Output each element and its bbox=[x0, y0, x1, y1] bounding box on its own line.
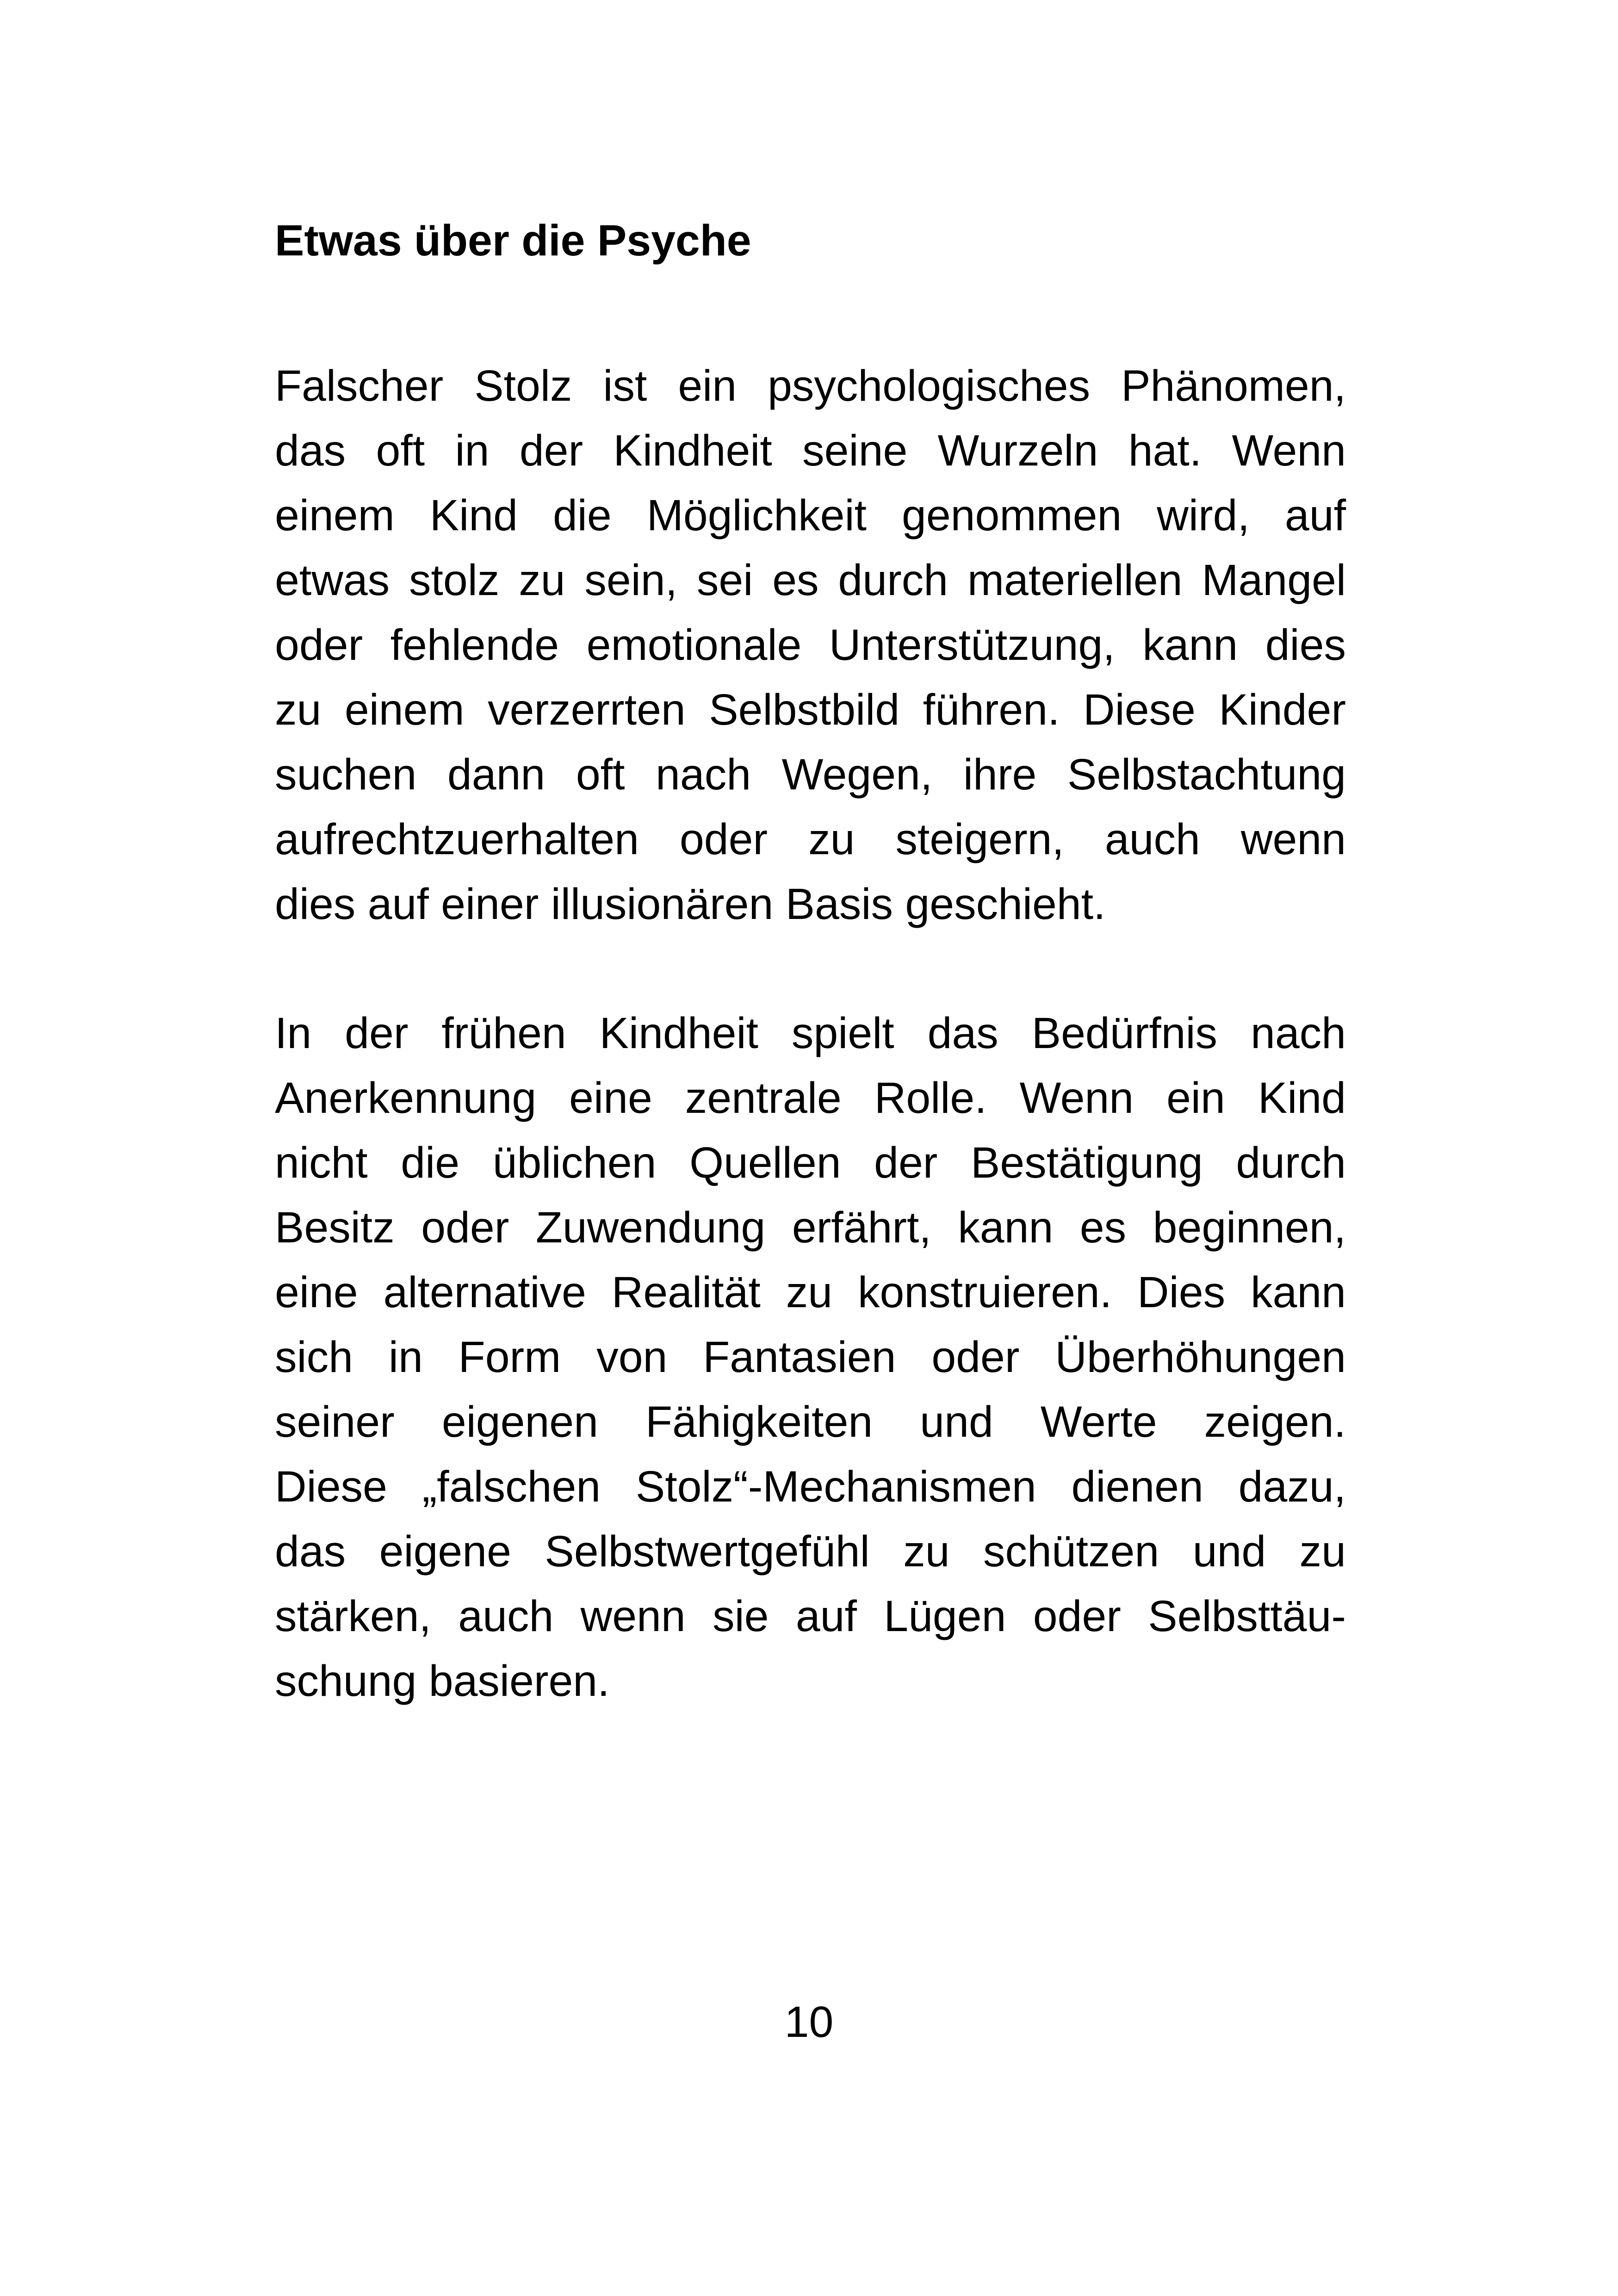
paragraph-line: stärken, auch wenn sie auf Lügen oder Selbsttäu- bbox=[275, 1592, 1346, 1641]
paragraph-line: zu einem verzerrten Selbstbild führen. Diese Kinder bbox=[275, 685, 1346, 734]
paragraph-line: suchen dann oft nach Wegen, ihre Selbstachtung bbox=[275, 750, 1346, 799]
page-number: 10 bbox=[784, 1998, 834, 2047]
paragraph-line: aufrechtzuerhalten oder zu steigern, auch wenn bbox=[275, 815, 1346, 864]
paragraph-line: sich in Form von Fantasien oder Überhöhungen bbox=[275, 1333, 1346, 1382]
paragraph-line: In der frühen Kindheit spielt das Bedürfnis nach bbox=[275, 1009, 1346, 1058]
paragraph-line: das eigene Selbstwertgefühl zu schützen und zu bbox=[275, 1527, 1346, 1576]
paragraph-1 bbox=[275, 354, 1346, 937]
paragraph-line: eine alternative Realität zu konstruieren. Dies kann bbox=[275, 1268, 1346, 1317]
paragraph-line: einem Kind die Möglichkeit genommen wird, auf bbox=[275, 491, 1346, 540]
paragraph-line: dies auf einer illusionären Basis geschieht. bbox=[275, 880, 1106, 929]
paragraph-line: nicht die üblichen Quellen der Bestätigung durch bbox=[275, 1138, 1346, 1187]
paragraph-line: seiner eigenen Fähigkeiten und Werte zeigen. bbox=[275, 1397, 1346, 1446]
paragraph-line: Diese „falschen Stolz“-Mechanismen dienen dazu, bbox=[275, 1462, 1346, 1511]
paragraph-line: Anerkennung eine zentrale Rolle. Wenn ein Kind bbox=[275, 1074, 1346, 1123]
paragraph-line: schung basieren. bbox=[275, 1657, 610, 1706]
section-heading: Etwas über die Psyche bbox=[275, 216, 751, 265]
paragraph-line: Falscher Stolz ist ein psychologisches Phänomen, bbox=[275, 361, 1346, 410]
paragraph-2 bbox=[275, 1001, 1346, 1713]
paragraph-line: oder fehlende emotionale Unterstützung, kann dies bbox=[275, 621, 1346, 670]
paragraph-line: das oft in der Kindheit seine Wurzeln hat. Wenn bbox=[275, 426, 1346, 475]
paragraph-line: etwas stolz zu sein, sei es durch materiellen Mangel bbox=[275, 556, 1346, 605]
paragraph-line: Besitz oder Zuwendung erfährt, kann es beginnen, bbox=[275, 1203, 1346, 1252]
